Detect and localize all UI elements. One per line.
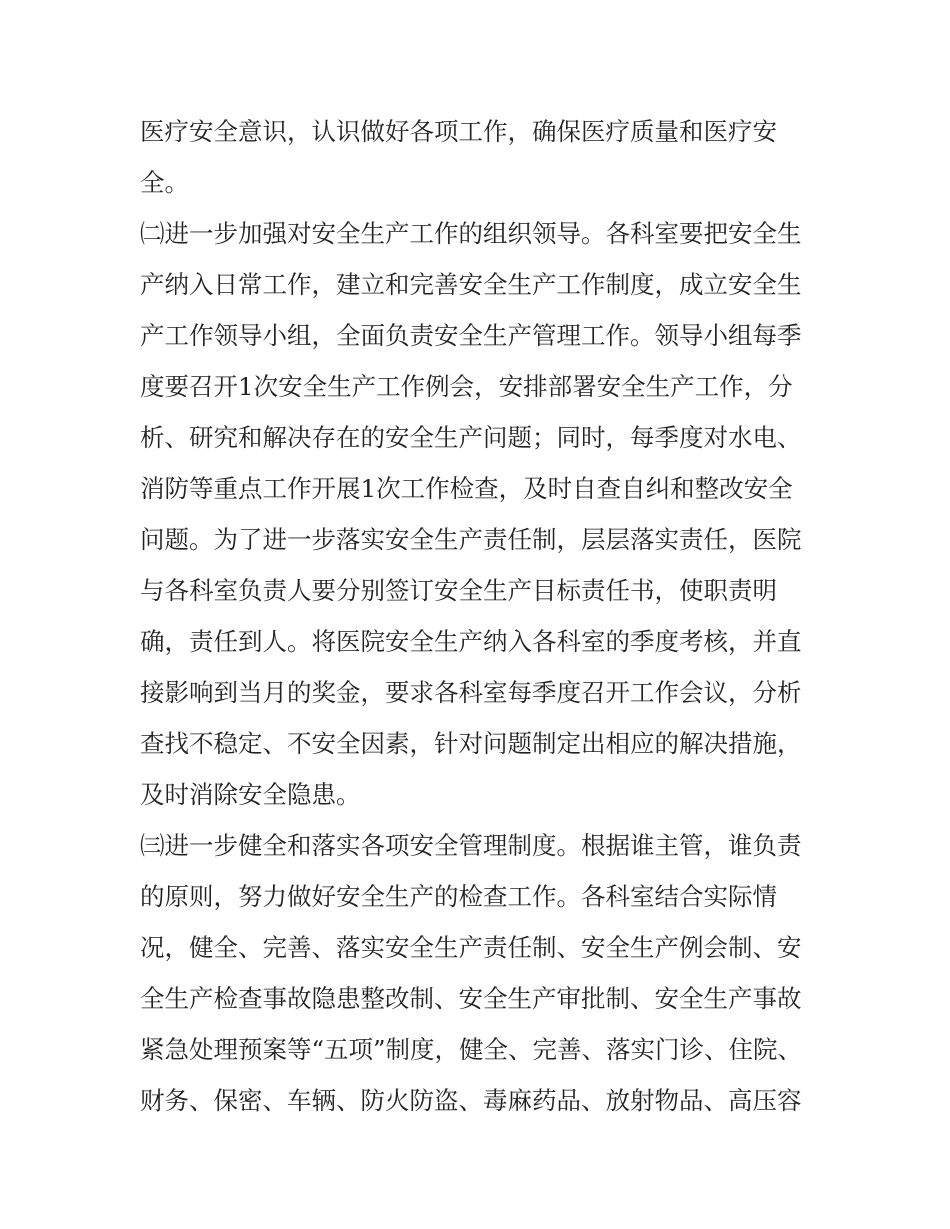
text-line: 产纳入日常工作，建立和完善安全生产工作制度，成立安全生 [140, 270, 802, 299]
text-line: 度要召开1次安全生产工作例会，安排部署安全生产工作，分 [140, 372, 793, 401]
text-line: 的原则，努力做好安全生产的检查工作。各科室结合实际情 [140, 882, 777, 911]
text-line: 况，健全、完善、落实安全生产责任制、安全生产例会制、安 [140, 933, 802, 962]
text-line: 析、研究和解决存在的安全生产问题；同时，每季度对水电、 [140, 423, 802, 452]
text-line: 与各科室负责人要分别签订安全生产目标责任书，使职责明 [140, 576, 777, 605]
text-line: ㈢进一步健全和落实各项安全管理制度。根据谁主管，谁负责 [140, 831, 802, 860]
text-line: 全。 [140, 168, 189, 197]
text-line: 查找不稳定、不安全因素，针对问题制定出相应的解决措施， [140, 729, 802, 758]
text-line: 产工作领导小组，全面负责安全生产管理工作。领导小组每季 [140, 321, 802, 350]
text-line: 消防等重点工作开展1次工作检查，及时自查自纠和整改安全 [140, 474, 793, 503]
text-line: 全生产检查事故隐患整改制、安全生产审批制、安全生产事故 [140, 984, 802, 1013]
text-line: 医疗安全意识，认识做好各项工作，确保医疗质量和医疗安 [140, 117, 777, 146]
text-line: 财务、保密、车辆、防火防盗、毒麻药品、放射物品、高压容 [140, 1086, 802, 1115]
text-line: 接影响到当月的奖金，要求各科室每季度召开工作会议，分析 [140, 678, 802, 707]
text-line: 问题。为了进一步落实安全生产责任制，层层落实责任，医院 [140, 525, 802, 554]
body-text [140, 106, 820, 1126]
text-line: 确，责任到人。将医院安全生产纳入各科室的季度考核，并直 [140, 627, 802, 656]
text-line: ㈡进一步加强对安全生产工作的组织领导。各科室要把安全生 [140, 219, 802, 248]
text-line: 紧急处理预案等“五项”制度，健全、完善、落实门诊、住院、 [140, 1035, 803, 1064]
text-line: 及时消除安全隐患。 [140, 780, 361, 809]
